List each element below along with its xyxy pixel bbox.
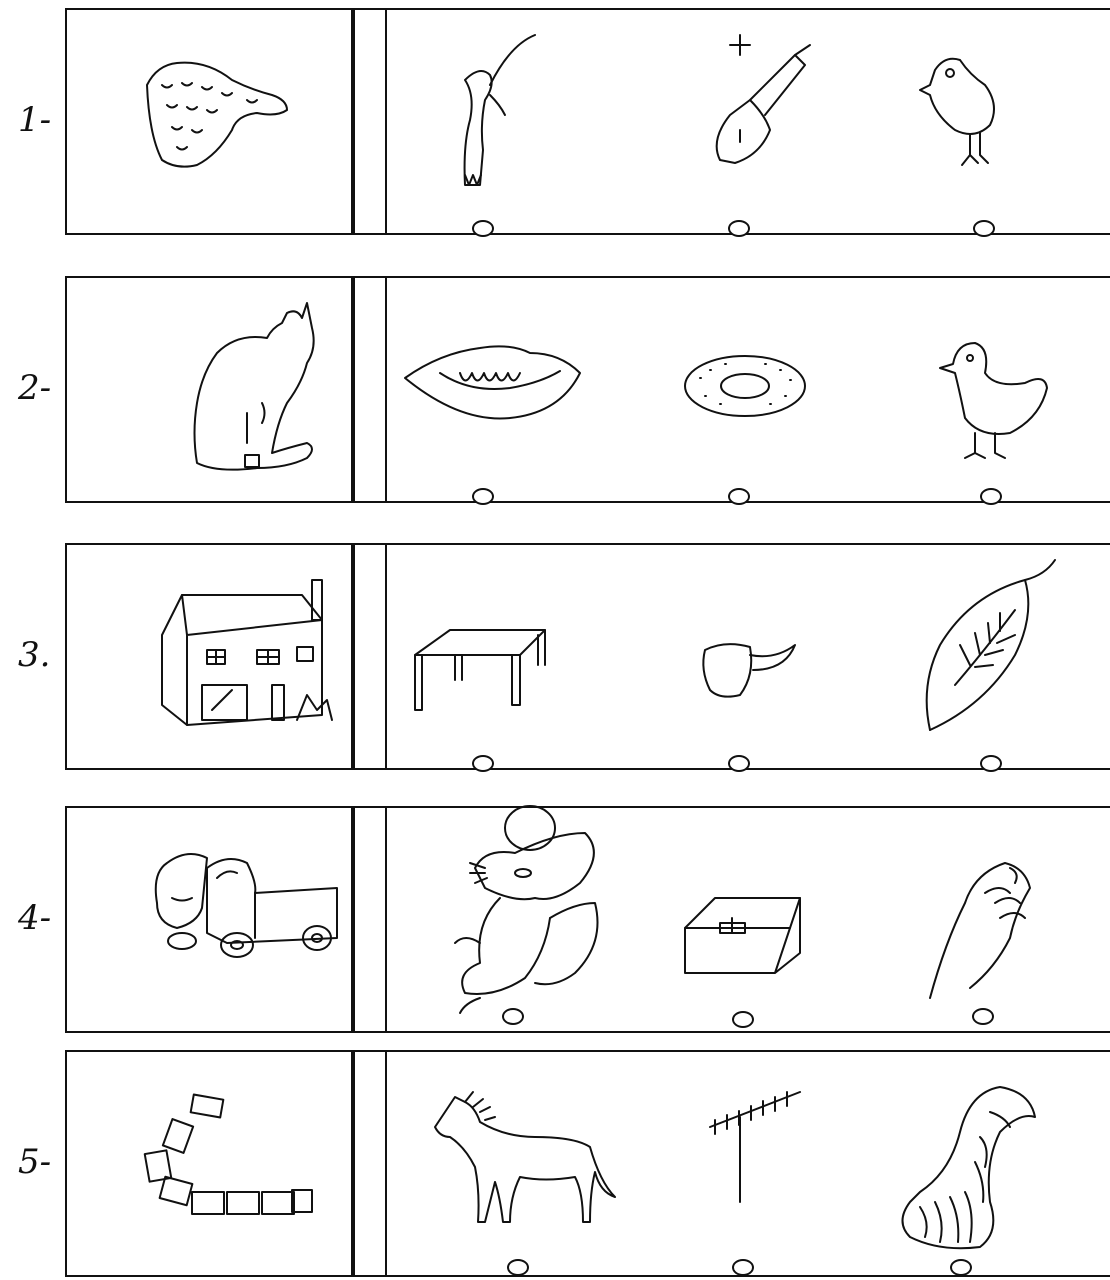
reference-box [65,1050,353,1277]
answer-bubble[interactable] [728,755,750,772]
hand-icon [925,853,1035,1003]
answer-bubble[interactable] [732,1011,754,1028]
question-row-5 [0,1050,1110,1280]
box-icon [680,883,810,983]
answer-bubble[interactable] [472,488,494,505]
question-row-3 [0,543,1110,773]
answer-bubble[interactable] [980,755,1002,772]
question-number: 1- [18,100,52,140]
answer-bubble[interactable] [502,1008,524,1025]
answer-bubble[interactable] [950,1259,972,1276]
squirrel-tail-icon [890,1082,1050,1252]
horse-icon [425,1082,625,1232]
answer-bubble[interactable] [972,1008,994,1025]
mouth-icon [400,323,590,433]
answer-bubble[interactable] [728,488,750,505]
reference-box [65,543,353,770]
answer-bubble[interactable] [728,220,750,237]
reference-box [65,276,353,503]
answer-options [353,276,1110,503]
question-row-1 [0,8,1110,238]
answer-bubble[interactable] [973,220,995,237]
leaf-icon [915,555,1065,740]
truck-icon [147,833,347,963]
antenna-icon [700,1087,810,1207]
reference-box [65,8,353,235]
divider-line [385,806,387,1033]
question-row-2 [0,276,1110,506]
duckling-icon [935,328,1055,468]
chain-icon [132,1092,322,1242]
doughnut-icon [680,348,810,428]
answer-options [353,543,1110,770]
cup-icon [695,635,815,705]
answer-bubble[interactable] [980,488,1002,505]
question-number: 2- [18,368,52,408]
house-icon [157,575,347,735]
question-number: 5- [18,1142,52,1182]
divider-line [385,543,387,770]
question-number: 4- [18,898,52,938]
answer-bubble[interactable] [472,220,494,237]
wing-icon [137,55,297,175]
answer-options [353,8,1110,235]
divider-line [385,1050,387,1277]
paintbrush-icon [435,25,565,195]
divider-line [385,276,387,503]
shovel-icon [695,30,835,180]
table-icon [410,620,560,720]
answer-options [353,806,1110,1033]
chick-icon [915,45,1035,185]
mouse-icon [435,803,615,1018]
reference-box [65,806,353,1033]
answer-bubble[interactable] [472,755,494,772]
answer-bubble[interactable] [732,1259,754,1276]
answer-bubble[interactable] [507,1259,529,1276]
cat-icon [177,293,327,483]
question-number: 3. [18,635,51,675]
divider-line [385,8,387,235]
answer-options [353,1050,1110,1277]
question-row-4 [0,806,1110,1036]
